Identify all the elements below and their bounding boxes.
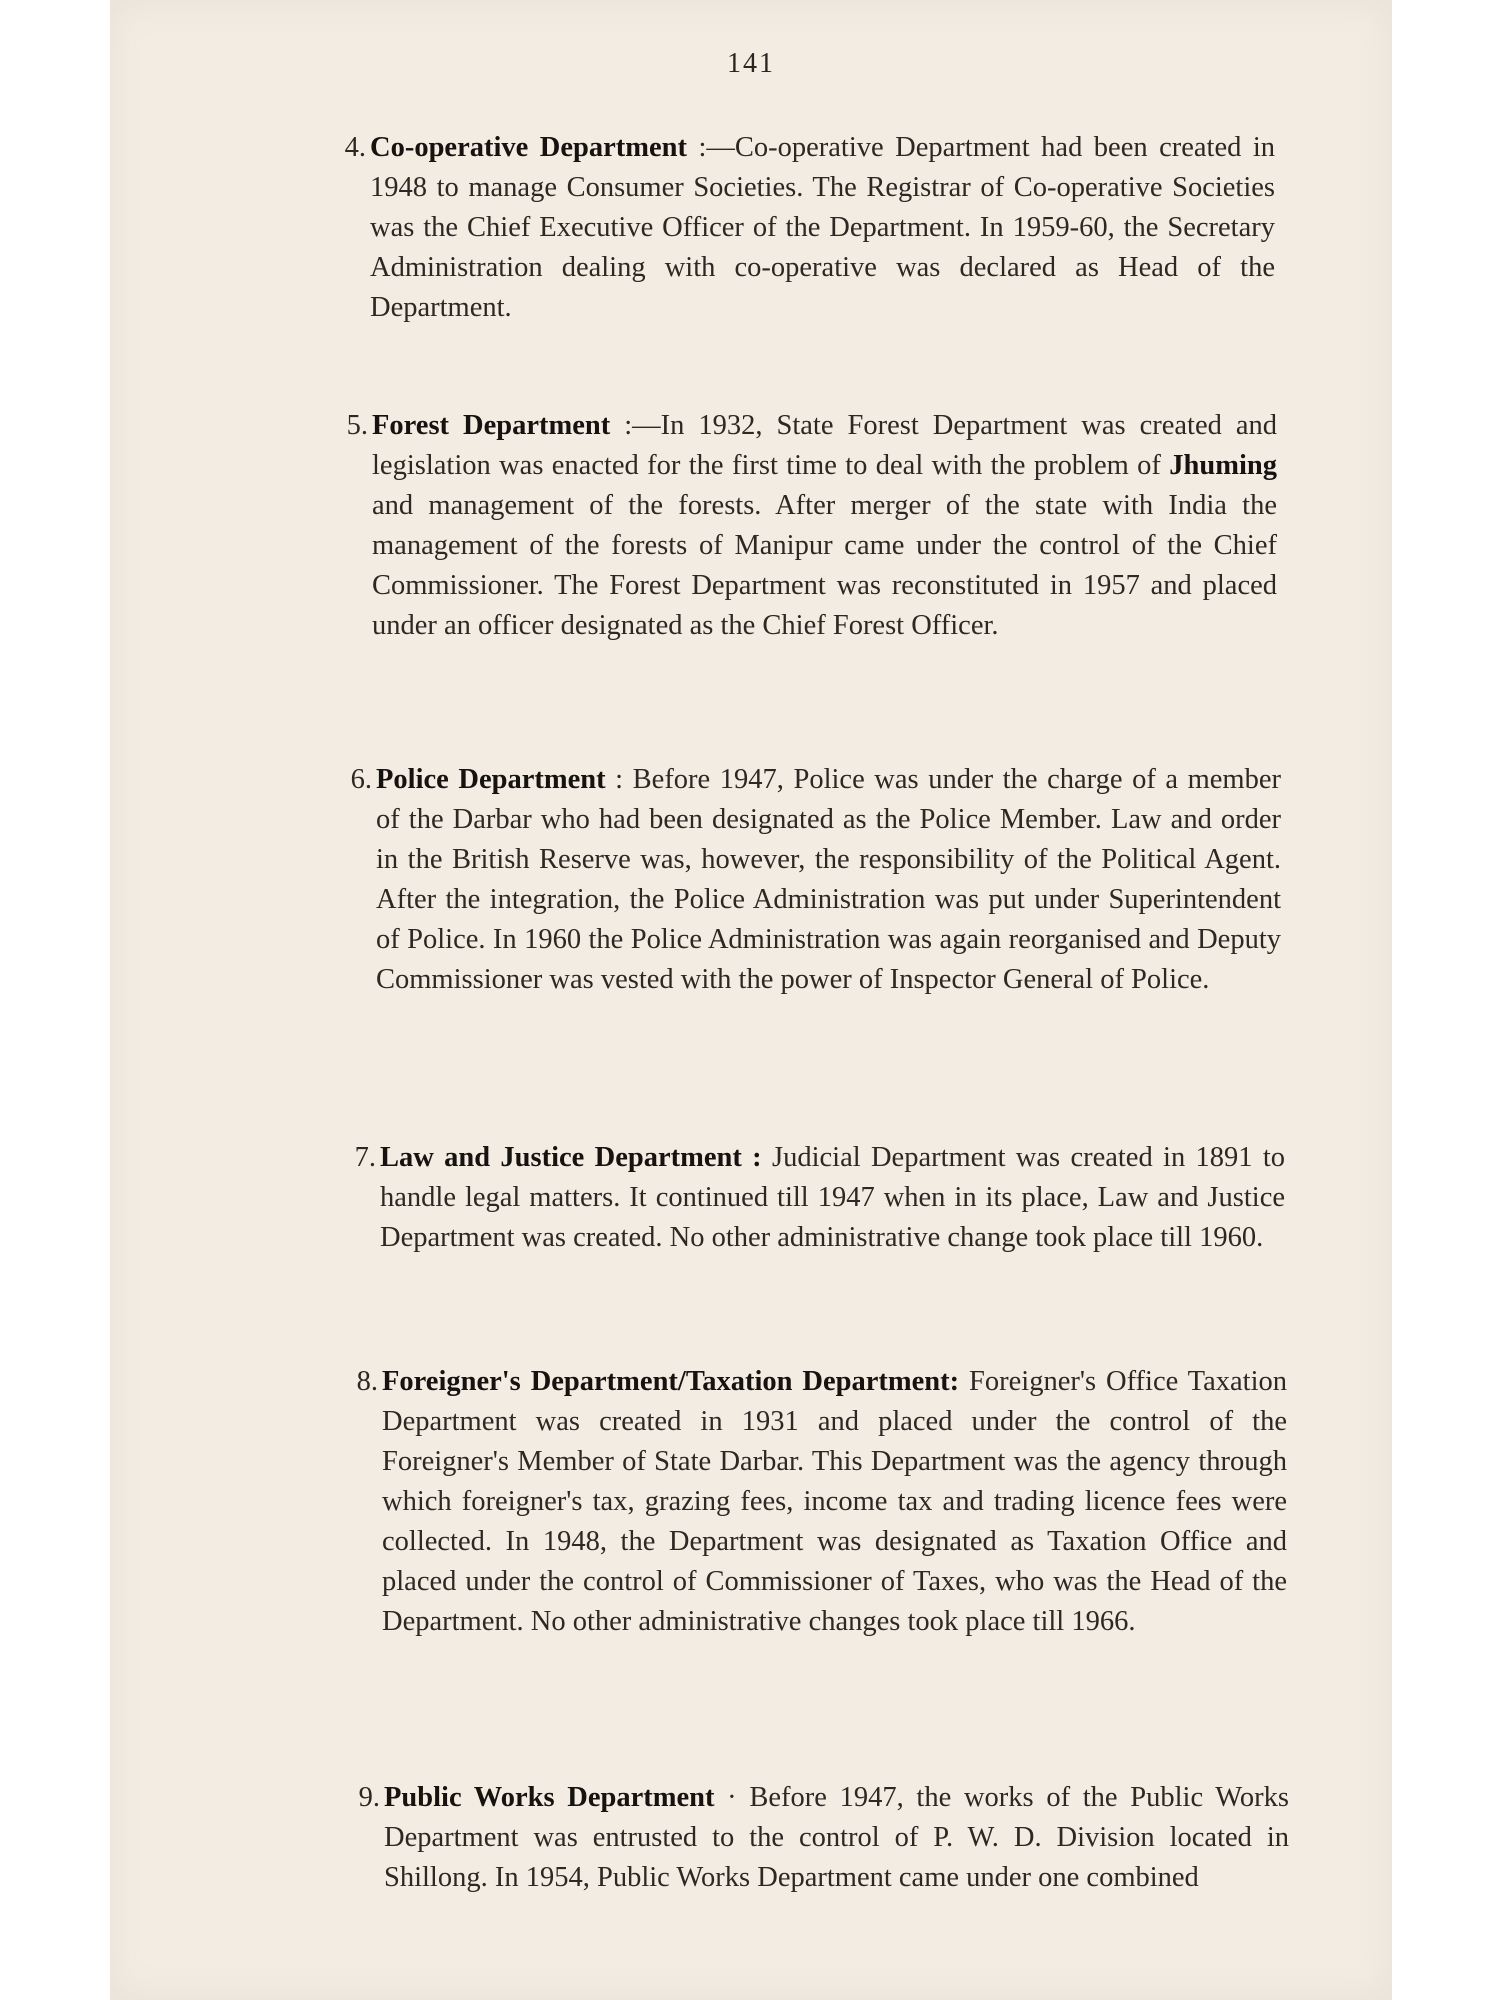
entry-heading: Co-operative Department (370, 132, 687, 163)
entry-heading: Forest Department (372, 410, 611, 441)
entry-text: Foreigner's Office Taxation Department was created in 1931 and placed under the control of the Foreigner's Member of State Darbar. This Department was the agency through which foreigner's tax, grazing fees, income tax and trading licence fees were collected. In 1948, the Department was designated as Taxation Office and placed under the control of Commissioner of Taxes, who was the Head of the Department. No other administrative changes took place till 1966. (382, 1366, 1287, 1637)
entry-police-department (350, 760, 1281, 1000)
entry-number: 9. (358, 1782, 380, 1813)
entry-public-works-department (358, 1778, 1290, 1898)
entry-text: · Before 1947, the works of the Public Works Department was entrusted to the control of P. W. D. Division located in Shillong. In 1954, Public Works Department came under one combined (384, 1782, 1290, 1893)
entry-number: 6. (350, 764, 372, 795)
entry-heading: Public Works Department (384, 1782, 715, 1813)
entry-number: 5. (346, 410, 368, 441)
entry-text: : Before 1947, Police was under the charge of a member of the Darbar who had been designated as the Police Member. Law and order in the British Reserve was, however, the responsibility of the Political Agent. After the integration, the Police Administration was put under Superintendent of Police. In 1960 the Police Administration was again reorganised and Deputy Commissioner was vested with the power of Inspector General of Police. (376, 764, 1281, 995)
entry-number: 8. (356, 1366, 378, 1397)
entry-text-continued: and management of the forests. After merger of the state with India the management of the forests of Manipur came under the control of the Chief Commissioner. The Forest Department was reconstituted in 1957 and placed under an officer designated as the Chief Forest Officer. (372, 490, 1277, 641)
entry-text: Judicial Department was created in 1891 to handle legal matters. It continued till 1947 when in its place, Law and Justice Department was created. No other administrative change took place till 1960. (380, 1142, 1285, 1253)
entry-forest-department (346, 406, 1277, 646)
entry-number: 4. (344, 132, 366, 163)
entry-cooperative-department (344, 128, 1275, 328)
entry-taxation-department (356, 1362, 1287, 1642)
entry-text: :—Co-operative Department had been created in 1948 to manage Consumer Societies. The Registrar of Co-operative Societies was the Chief Executive Officer of the Department. In 1959-60, the Secretary Administration dealing with co-operative was declared as Head of the Department. (370, 132, 1275, 323)
document-page (110, 0, 1392, 2000)
page-number: 141 (727, 48, 775, 79)
entry-emphasis-term: Jhuming (1169, 450, 1277, 481)
entry-law-and-justice-department (354, 1138, 1285, 1258)
entry-heading: Law and Justice Department : (380, 1142, 762, 1173)
entry-heading: Police Department (376, 764, 606, 795)
entry-number: 7. (354, 1142, 376, 1173)
entry-heading: Foreigner's Department/Taxation Department: (382, 1366, 960, 1397)
entry-text: :—In 1932, State Forest Department was created and legislation was enacted for the first time to deal with the problem of (372, 410, 1277, 481)
